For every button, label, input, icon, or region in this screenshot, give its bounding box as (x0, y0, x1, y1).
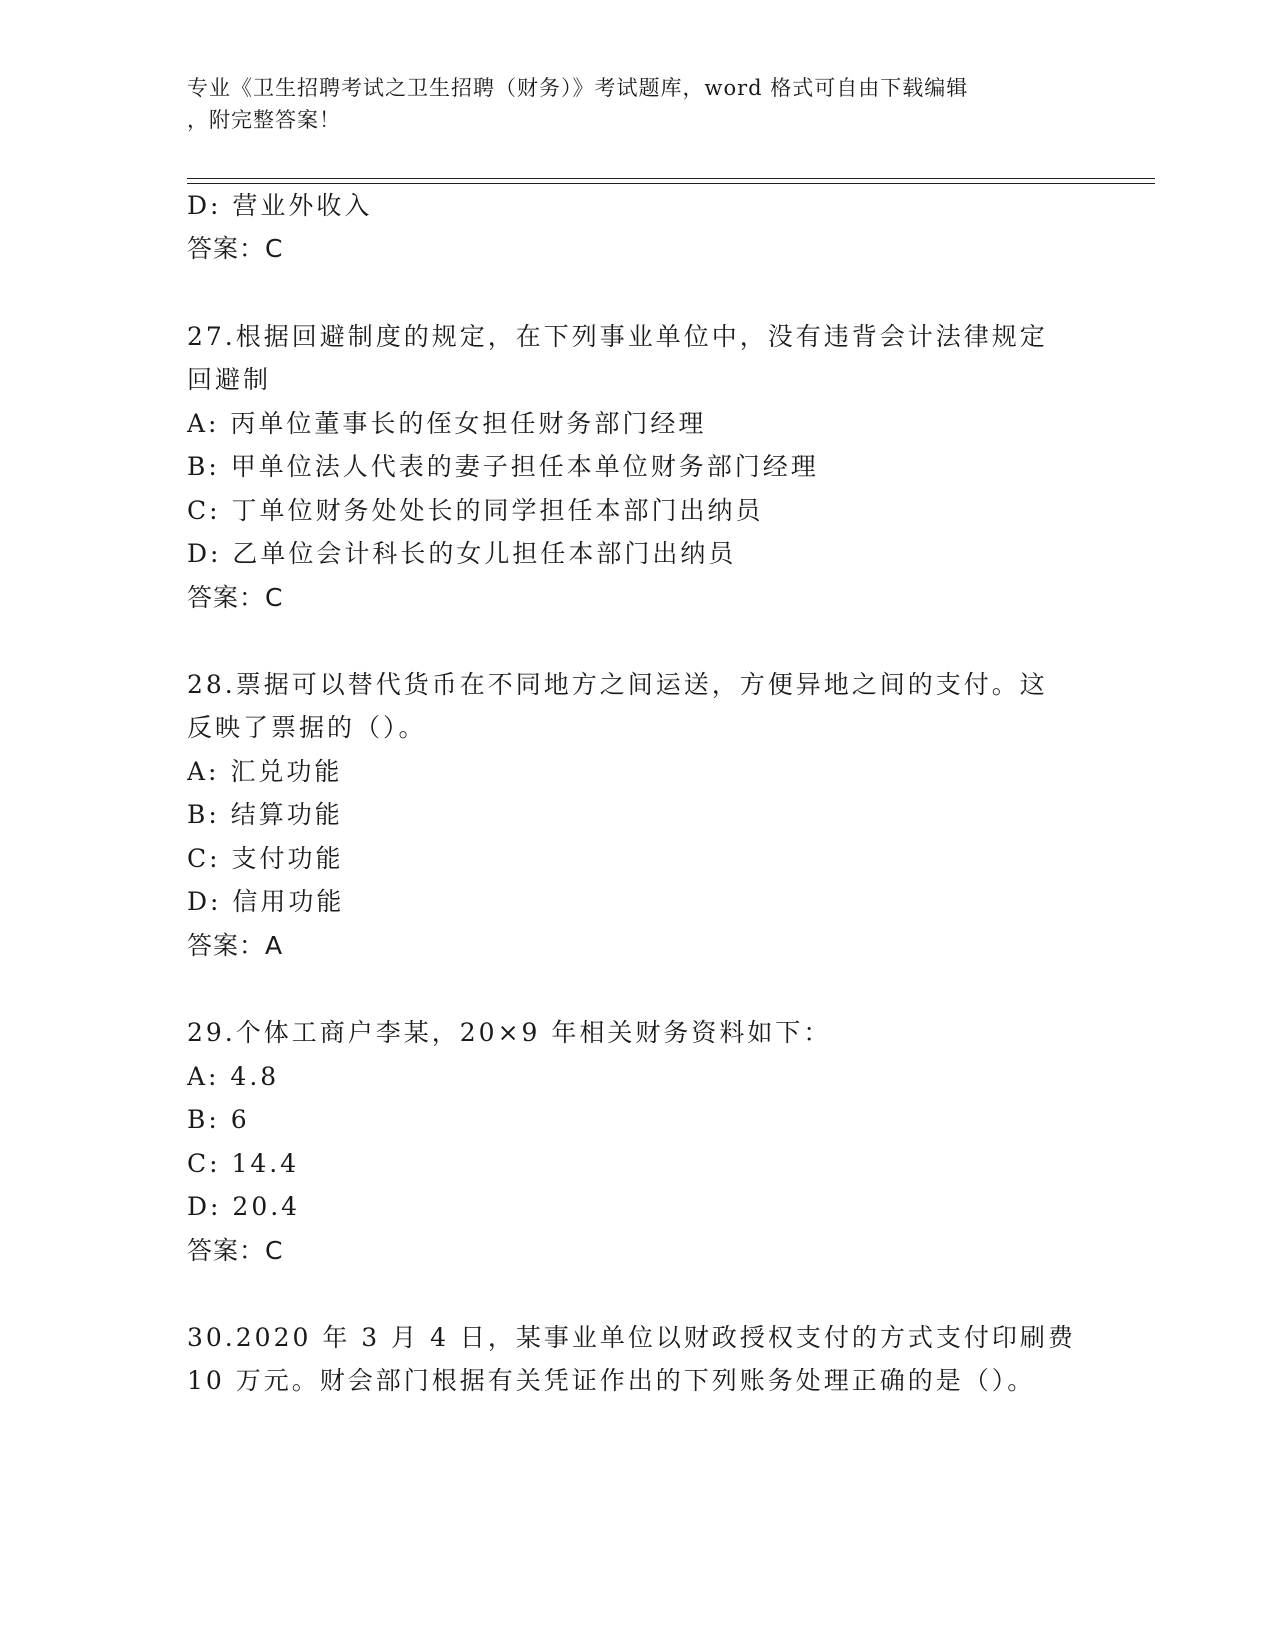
q29-option-d: D: 20.4 (187, 1192, 301, 1221)
header-divider-thick (187, 178, 1155, 179)
q29-option-a: A: 4.8 (187, 1062, 280, 1091)
q28-option-a: A: 汇兑功能 (187, 757, 343, 786)
q27-stem-line1: 27.根据回避制度的规定，在下列事业单位中，没有违背会计法律规定 (187, 322, 1048, 351)
q28-option-b: B: 结算功能 (187, 800, 343, 829)
q27-option-b: B: 甲单位法人代表的妻子担任本单位财务部门经理 (187, 452, 819, 481)
q28-option-c: C: 支付功能 (187, 844, 344, 873)
header-line-2: ，附完整答案！ (187, 108, 341, 132)
q30-stem-line2: 10 万元。财会部门根据有关凭证作出的下列账务处理正确的是（）。 (187, 1366, 1036, 1395)
q29-answer: 答案：C (187, 1236, 284, 1265)
q29-option-c: C: 14.4 (187, 1149, 300, 1178)
q30-stem-line1: 30.2020 年 3 月 4 日，某事业单位以财政授权支付的方式支付印刷费 (187, 1323, 1076, 1352)
header-divider-thin (187, 183, 1155, 184)
q28-stem-line1: 28.票据可以替代货币在不同地方之间运送，方便异地之间的支付。这 (187, 670, 1048, 699)
fragment-option-d: D: 营业外收入 (187, 191, 373, 220)
q28-stem-line2: 反映了票据的（）。 (187, 713, 427, 742)
q29-stem-line1: 29.个体工商户李某，20×9 年相关财务资料如下： (187, 1018, 832, 1047)
q27-option-d: D: 乙单位会计科长的女儿担任本部门出纳员 (187, 539, 737, 568)
q27-option-a: A: 丙单位董事长的侄女担任财务部门经理 (187, 409, 707, 438)
document-header (187, 72, 1067, 136)
q28-option-d: D: 信用功能 (187, 887, 345, 916)
q27-answer: 答案：C (187, 583, 284, 612)
fragment-answer: 答案：C (187, 234, 284, 263)
q27-option-c: C: 丁单位财务处处长的同学担任本部门出纳员 (187, 496, 764, 525)
header-line-1: 专业《卫生招聘考试之卫生招聘（财务）》考试题库，word 格式可自由下载编辑 (187, 76, 969, 100)
q27-stem-line2: 回避制 (187, 365, 272, 394)
q28-answer: 答案：A (187, 931, 284, 960)
q29-option-b: B: 6 (187, 1105, 250, 1134)
